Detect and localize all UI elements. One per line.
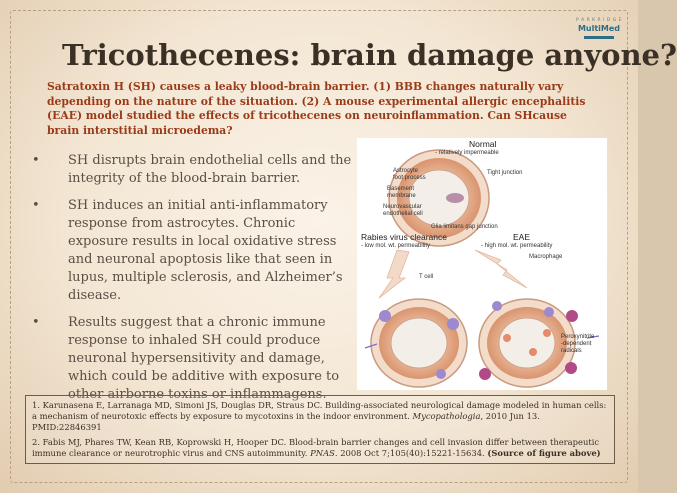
reference-2 <box>32 437 608 459</box>
ref1-authors: 1. Karunasena E, Larranaga MD, Simoni JS, Douglas DR, Straus DC. Building-associated neurological damage modeled in human cells: a mechanism of neurotoxic effects by exposure to mycotoxins in the indoor environment. <box>32 400 607 422</box>
eae-subtitle: - high mol. wt. permeability <box>481 243 553 249</box>
rabies-vessel-icon <box>371 299 467 387</box>
rabies-title: Rabies virus clearance <box>361 232 447 242</box>
rabies-subtitle: - low mol. wt. permeability <box>361 243 431 249</box>
tcell-label: T cell <box>419 274 434 280</box>
ref2-journal: PNAS <box>310 447 335 458</box>
bullet-dot: • <box>32 153 40 168</box>
bullet-item <box>32 314 352 404</box>
basement-label: Basement membrane <box>387 186 416 199</box>
bullet-item <box>32 152 352 188</box>
slide-subtitle: Satratoxin H (SH) causes a leaky blood-brain barrier. (1) BBB changes naturally vary depending on the nature of the situation. (2) A mouse experimental allergic encephalitis (EAE) model studied the effects of tricothecenes on neuroinflammation. Can SHcause brain interstitial microedema? <box>47 80 586 137</box>
ref2-authors: 2. Fabis MJ, Phares TW, Kean RB, Koprowski H, Hooper DC. Blood-brain barrier changes and cell invasion differ between therapeutic immune clearance or neurotrophic virus and CNS autoimmunity. <box>32 436 600 458</box>
ref1-journal: Mycopathologia <box>412 411 481 422</box>
tight-junction-label: Tight junction <box>487 170 523 176</box>
bullet-dot: • <box>32 315 40 330</box>
normal-title: Normal <box>469 139 497 149</box>
bullet-text: Results suggest that a chronic immune response to inhaled SH could produce neuronal hypersensitivity and damage, which could be additive with exposure to other airborne toxins or inflammagens. <box>68 315 340 402</box>
bullet-list <box>32 152 352 413</box>
glia-label: Glia limitans gap junction <box>431 224 498 230</box>
ref2-details: . 2008 Oct 7;105(40):15221-15634. <box>334 447 488 458</box>
logo-main-text: MultiMed <box>577 24 621 33</box>
title-keyword: Tricothecenes <box>62 38 290 72</box>
bullet-dot: • <box>32 198 40 213</box>
ref1-details: , 2010 Jun 13. PMID:22846391 <box>32 411 540 433</box>
neurovascular-label: Neurovascular endothelial cell <box>383 204 423 217</box>
references-box <box>25 395 615 464</box>
bbb-figure <box>357 138 607 390</box>
title-rest: : brain damage anyone? <box>289 38 677 72</box>
bullet-text: SH induces an initial anti-inflammatory response from astrocytes. Chronic exposure results in local oxidative stress and neuronal apoptosis like that seen in lupus, multiple sclerosis, and Alzheimer’s disease. <box>68 198 343 303</box>
slide-title <box>62 38 677 72</box>
reference-1 <box>32 400 608 434</box>
ref2-source-note: (Source of figure above) <box>487 447 601 458</box>
astrocyte-label: Astrocyte foot process <box>393 168 426 181</box>
bullet-item <box>32 197 352 305</box>
logo-top-text: P A R K R I D G E <box>575 18 623 23</box>
eae-title: EAE <box>513 232 531 242</box>
bullet-text: SH disrupts brain endothelial cells and the integrity of the blood-brain barrier. <box>68 153 352 186</box>
peroxynitrite-label: Peroxynitrite -dependent radicals <box>561 334 595 354</box>
normal-subtitle: - relatively impermeable <box>435 150 499 156</box>
macrophage-label: Macrophage <box>529 254 563 260</box>
